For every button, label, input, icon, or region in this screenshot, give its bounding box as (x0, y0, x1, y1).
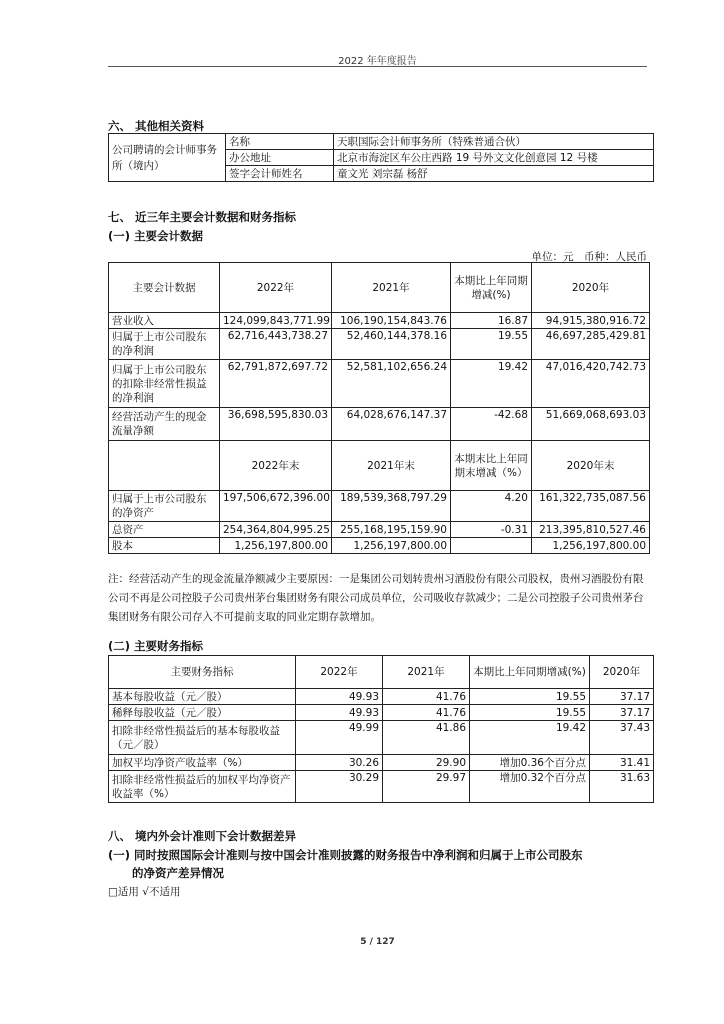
cell-value: 36,698,595,830.03 (220, 408, 332, 441)
cell-value: 1,256,197,800.00 (532, 538, 650, 554)
cell-value: 19.42 (470, 721, 590, 755)
table-row (109, 538, 650, 554)
col-header: 本期比上年同期增减(%) (451, 263, 532, 313)
cell-value: 29.90 (383, 755, 470, 771)
row-label: 归属于上市公司股东的净利润 (109, 329, 220, 360)
row-label: 扣除非经常性损益后的加权平均净资产收益率（%） (109, 771, 296, 803)
table-row (109, 491, 650, 522)
section8-heading: 八、 境内外会计准则下会计数据差异 (108, 829, 297, 843)
applicability-checkbox-line: □适用 √不适用 (108, 886, 181, 898)
running-header: 2022 年年度报告 (338, 56, 417, 67)
col-header: 主要会计数据 (109, 263, 220, 313)
cell-value: 19.55 (451, 329, 532, 360)
table-header-row (109, 441, 650, 491)
cell-value: 106,190,154,843.76 (332, 313, 451, 329)
auditor-name-value: 天职国际会计师事务所（特殊普通合伙） (334, 134, 654, 150)
cell-value: 254,364,804,995.25 (220, 522, 332, 538)
section8-sub1-line2: 的净资产差异情况 (132, 866, 224, 880)
cell-value: 197,506,672,396.00 (220, 491, 332, 522)
cell-value: 37.43 (590, 721, 654, 755)
cell-value: 49.93 (296, 705, 383, 721)
table-row (109, 313, 650, 329)
cell-value: -42.68 (451, 408, 532, 441)
cell-value: 47,016,420,742.73 (532, 360, 650, 408)
auditor-firm-label: 公司聘请的会计师事务所（境内） (109, 134, 226, 182)
cell-value: -0.31 (451, 522, 532, 538)
cell-value: 31.41 (590, 755, 654, 771)
col-header: 2022年 (220, 263, 332, 313)
cell-value: 41.76 (383, 689, 470, 705)
cell-value: 1,256,197,800.00 (220, 538, 332, 554)
cell-value: 189,539,368,797.29 (332, 491, 451, 522)
cell-value: 增加0.32个百分点 (470, 771, 590, 803)
cell-value: 255,168,195,159.90 (332, 522, 451, 538)
table-row (109, 408, 650, 441)
auditor-table (108, 133, 654, 182)
key-financial-indicators-table (108, 655, 654, 803)
cell-value: 161,322,735,087.56 (532, 491, 650, 522)
cell-value: 62,716,443,738.27 (220, 329, 332, 360)
row-label: 稀释每股收益（元／股） (109, 705, 296, 721)
cell-value: 16.87 (451, 313, 532, 329)
cell-value (451, 538, 532, 554)
table-row (109, 360, 650, 408)
cell-value: 19.42 (451, 360, 532, 408)
row-label: 基本每股收益（元／股） (109, 689, 296, 705)
section8-sub1-line1: (一) 同时按照国际会计准则与按中国会计准则披露的财务报告中净利润和归属于上市公司股东 (108, 848, 583, 862)
cell-value: 49.99 (296, 721, 383, 755)
col-header: 本期末比上年同期末增减（%） (451, 441, 532, 491)
section6-heading: 六、 其他相关资料 (108, 119, 205, 133)
table-header-row (109, 263, 650, 313)
cell-value: 94,915,380,916.72 (532, 313, 650, 329)
col-header: 2022年 (296, 656, 383, 689)
table-row (109, 689, 654, 705)
cell-value: 62,791,872,697.72 (220, 360, 332, 408)
auditor-address-value: 北京市海淀区车公庄西路 19 号外文文化创意园 12 号楼 (334, 150, 654, 166)
table-row (109, 522, 650, 538)
cell-value: 41.76 (383, 705, 470, 721)
header-divider (108, 66, 647, 67)
section7-sub2-heading: (二) 主要财务指标 (108, 639, 204, 653)
col-header: 2020年 (590, 656, 654, 689)
section7-sub1-heading: (一) 主要会计数据 (108, 229, 204, 243)
row-label: 扣除非经常性损益后的基本每股收益（元／股） (109, 721, 296, 755)
row-label: 总资产 (109, 522, 220, 538)
table-header-row (109, 656, 654, 689)
cell-value: 19.55 (470, 705, 590, 721)
cell-value: 4.20 (451, 491, 532, 522)
table-row (109, 329, 650, 360)
cell-value: 52,460,144,378.16 (332, 329, 451, 360)
cell-value: 29.97 (383, 771, 470, 803)
row-label: 加权平均净资产收益率（%） (109, 755, 296, 771)
col-header: 2020年末 (532, 441, 650, 491)
section7-heading: 七、 近三年主要会计数据和财务指标 (108, 210, 297, 224)
row-label: 股本 (109, 538, 220, 554)
table-row (109, 755, 654, 771)
table-row (109, 721, 654, 755)
row-label: 归属于上市公司股东的扣除非经常性损益的净利润 (109, 360, 220, 408)
row-label: 营业收入 (109, 313, 220, 329)
cell-value: 30.29 (296, 771, 383, 803)
cell-value: 51,669,068,693.03 (532, 408, 650, 441)
cell-value: 30.26 (296, 755, 383, 771)
row-label: 归属于上市公司股东的净资产 (109, 491, 220, 522)
cell-value: 49.93 (296, 689, 383, 705)
col-header: 2020年 (532, 263, 650, 313)
table-row (109, 705, 654, 721)
auditor-name-label: 名称 (226, 134, 334, 150)
cash-flow-note: 注：经营活动产生的现金流量净额减少主要原因：一是集团公司划转贵州习酒股份有限公司股权，贵州习酒股份有限公司不再是公司控股子公司贵州茅台集团财务有限公司成员单位，公司吸收存款减少；二是公司控股子公司贵州茅台集团财务有限公司存入不可提前支取的同业定期存款增加。 (108, 573, 644, 623)
cell-value: 1,256,197,800.00 (332, 538, 451, 554)
auditor-signers-value: 童文光 刘宗磊 杨舒 (334, 166, 654, 182)
cell-value: 64,028,676,147.37 (332, 408, 451, 441)
key-accounting-data-table (108, 262, 650, 554)
cell-value: 124,099,843,771.99 (220, 313, 332, 329)
cell-value: 31.63 (590, 771, 654, 803)
auditor-address-label: 办公地址 (226, 150, 334, 166)
cell-value: 37.17 (590, 689, 654, 705)
cell-value: 41.86 (383, 721, 470, 755)
col-header: 本期比上年同期增减(%) (470, 656, 590, 689)
col-header (109, 441, 220, 491)
col-header: 2021年 (383, 656, 470, 689)
cell-value: 52,581,102,656.24 (332, 360, 451, 408)
col-header: 2021年 (332, 263, 451, 313)
cell-value: 46,697,285,429.81 (532, 329, 650, 360)
page-number: 5 / 127 (360, 937, 395, 947)
table-row (109, 771, 654, 803)
unit-currency-line: 单位：元 币种：人民币 (531, 251, 647, 263)
col-header: 主要财务指标 (109, 656, 296, 689)
col-header: 2021年末 (332, 441, 451, 491)
auditor-signers-label: 签字会计师姓名 (226, 166, 334, 182)
cell-value: 增加0.36个百分点 (470, 755, 590, 771)
col-header: 2022年末 (220, 441, 332, 491)
cell-value: 37.17 (590, 705, 654, 721)
cell-value: 19.55 (470, 689, 590, 705)
cell-value: 213,395,810,527.46 (532, 522, 650, 538)
row-label: 经营活动产生的现金流量净额 (109, 408, 220, 441)
